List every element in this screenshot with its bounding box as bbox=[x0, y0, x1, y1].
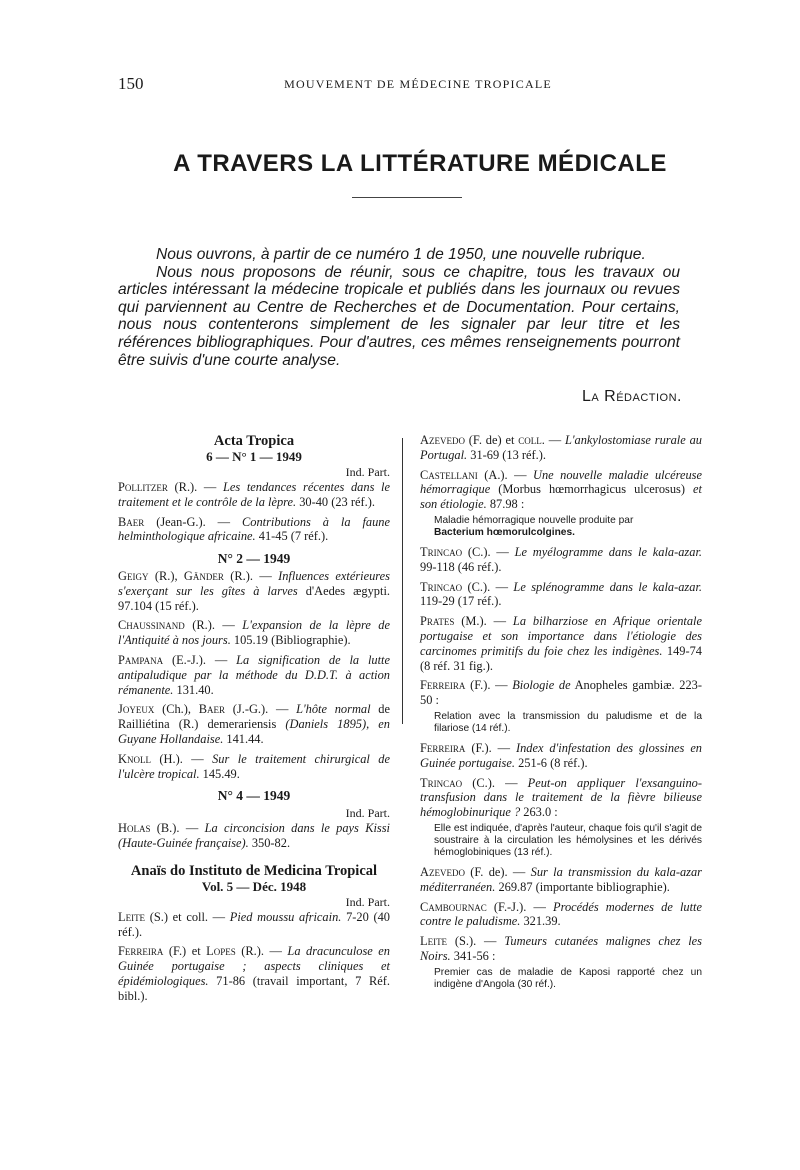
abstract-note: Relation avec la transmission du paludisme et de la filariose (14 réf.). bbox=[434, 710, 702, 734]
issue-heading: 6 — N° 1 — 1949 bbox=[206, 449, 302, 464]
signature: La Rédaction. bbox=[581, 388, 682, 405]
page-number: 150 bbox=[118, 74, 144, 93]
bib-entry: Trincao (C.). — Le splénogramme dans le kala-azar. 119-29 (17 réf.). bbox=[420, 579, 702, 609]
intro-text bbox=[118, 246, 680, 369]
running-title: MOUVEMENT DE MÉDECINE TROPICALE bbox=[284, 77, 552, 91]
ind-part-label: Ind. Part. bbox=[345, 465, 390, 479]
right-column bbox=[420, 433, 702, 997]
bib-entry: Trincao (C.). — Le myélogramme dans le kala-azar. 99-118 (46 réf.). bbox=[420, 544, 702, 574]
title-rule bbox=[352, 197, 462, 198]
abstract-note: Premier cas de maladie de Kaposi rapporté chez un indigène d'Angola (30 réf.). bbox=[434, 966, 702, 990]
bib-entry: Leite (S.). — Tumeurs cutanées malignes chez les Noirs. 341-56 : bbox=[420, 934, 702, 963]
bib-entry: Ferreira (F.). — Biologie de Anopheles gambiæ. 223-50 : bbox=[420, 678, 703, 708]
page-header bbox=[118, 74, 718, 94]
intro-para-2: Nous nous proposons de réunir, sous ce chapitre, tous les travaux ou articles intéressant la médecine tropicale et publiés dans les journaux ou revues qui parviennent au Centre de Recherches et de Documentation. Pour certains, nous nous contenterons simplement de les signaler par leur titre et les références bibliographiques. Pour d'autres, ces mêmes renseignements pourront être suivis d'une courte analyse. bbox=[118, 263, 680, 369]
bib-entry: Castellani (A.). — Une nouvelle maladie ulcéreuse hémorragique (Morbus hœmorrhagicus ulcerosus) et son étiologie. 87.98 : bbox=[420, 467, 702, 512]
issue-heading: N° 2 — 1949 bbox=[217, 551, 291, 567]
bib-entry: Prates (M.). — La bilharziose en Afrique orientale portugaise et son importance dans l'étiologie des carcinomes primitifs du foie chez les indigènes. 149-74 (8 réf. 31 fig.). bbox=[420, 614, 702, 673]
bib-entry: Pampana (E.-J.). — La signification de la lutte antipaludique par la méthode du D.D.T. à action rémanente. 131.40. bbox=[118, 652, 390, 697]
bib-entry: Azevedo (F. de). — Sur la transmission du kala-azar méditerranéen. 269.87 (importante bibliographie). bbox=[420, 864, 702, 894]
journal-title: Anaïs do Instituto de Medicina Tropical bbox=[130, 862, 378, 879]
bib-entry: Pollitzer (R.). — Les tendances récentes dans le traitement et le contrôle de la lèpre. 30-40 (23 réf.). bbox=[118, 480, 390, 509]
bib-entry: Cambournac (F.-J.). — Procédés modernes de lutte contre le paludisme. 321.39. bbox=[420, 899, 702, 929]
intro-para-1: Nous ouvrons, à partir de ce numéro 1 de 1950, une nouvelle rubrique. bbox=[156, 246, 646, 263]
bib-entry: Chaussinand (R.). — L'expansion de la lèpre de l'Antiquité à nos jours. 105.19 (Bibliographie). bbox=[118, 618, 390, 648]
bib-entry: Trincao (C.). — Peut-on appliquer l'exsanguino-transfusion dans le traitement de la fièvre bilieuse hémoglobinurique ? 263.0 : bbox=[420, 775, 702, 820]
bib-entry: Holas (B.). — La circoncision dans le pays Kissi (Haute-Guinée française). 350-82. bbox=[118, 821, 390, 850]
bib-entry: Leite (S.) et coll. — Pied moussu africain. 7-20 (40 réf.). bbox=[118, 909, 390, 939]
bib-entry: Baer (Jean-G.). — Contributions à la faune helminthologique africaine. 41-45 (7 réf.). bbox=[118, 514, 390, 544]
left-column bbox=[118, 433, 390, 1009]
article-title: A TRAVERS LA LITTÉRATURE MÉDICALE bbox=[173, 150, 667, 177]
abstract-note: Maladie hémorragique nouvelle produite par Bacterium hœmorulcolgines. bbox=[434, 514, 634, 538]
bib-entry: Joyeux (Ch.), Baer (J.-G.). — L'hôte normal de Railliétina (R.) demerariensis (Daniels 1895), en Guyane Hollandaise. 141.44. bbox=[118, 702, 390, 746]
bib-entry: Ferreira (F.). — Index d'infestation des glossines en Guinée portugaise. 251-6 (8 réf.). bbox=[420, 740, 703, 770]
ind-part-label: Ind. Part. bbox=[345, 806, 390, 821]
bib-entry: Knoll (H.). — Sur le traitement chirurgical de l'ulcère tropical. 145.49. bbox=[118, 751, 390, 781]
issue-heading: N° 4 — 1949 bbox=[217, 788, 291, 804]
ind-part-label: Ind. Part. bbox=[345, 894, 390, 909]
bib-entry: Geigy (R.), Gänder (R.). — Influences extérieures s'exerçant sur les gîtes à larves d'Aedes ægypti. 97.104 (15 réf.). bbox=[118, 568, 390, 613]
journal-title: Acta Tropica bbox=[213, 433, 295, 449]
bib-entry: Azevedo (F. de) et coll. — L'ankylostomiase rurale au Portugal. 31-69 (13 réf.). bbox=[420, 433, 702, 462]
bib-entry: Ferreira (F.) et Lopes (R.). — La dracunculose en Guinée portugaise ; aspects cliniques et épidémiologiques. 71-86 (travail important, 7 Réf. bibl.). bbox=[118, 944, 391, 1003]
column-divider bbox=[402, 438, 403, 724]
issue-heading: Vol. 5 — Déc. 1948 bbox=[201, 878, 307, 894]
abstract-note: Elle est indiquée, d'après l'auteur, chaque fois qu'il s'agit de soustraire à la circulation les hémolysines et les dérivés hémoglobiniques (13 réf.). bbox=[434, 822, 702, 858]
